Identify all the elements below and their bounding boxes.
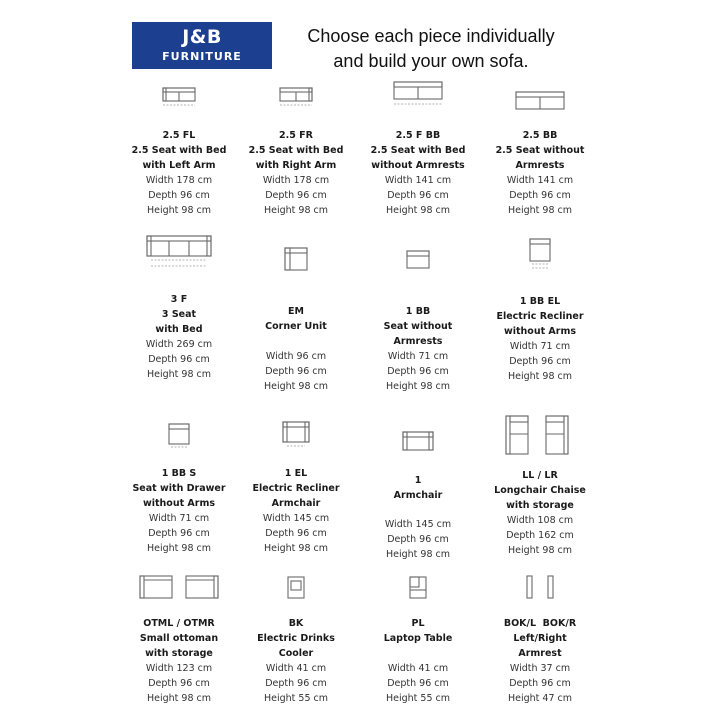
item-depth: Depth 162 cm [506,530,574,541]
item-code: 1 [414,475,422,486]
sofa-2-5-no-arms-icon [514,88,566,114]
item-depth: Depth 96 cm [387,534,449,545]
item-width: Width 71 cm [387,351,449,362]
item-code: 1 BB S [161,468,197,479]
item-code: LL / LR [522,470,558,481]
item-height: Height 98 cm [146,205,211,216]
item-width: Width 37 cm [509,663,571,674]
item-height: Height 98 cm [263,205,328,216]
corner-unit-icon [281,244,311,274]
tagline-line-2: and build your own sofa. [333,51,529,71]
drinks-cooler-icon [284,574,308,602]
small-ottoman-icon [138,574,220,602]
item-name: Left/Right Armrest [513,633,567,659]
item-width: Width 108 cm [506,515,574,526]
item-code: 2.5 FL [162,130,196,141]
item-height: Height 98 cm [507,205,572,216]
item-depth: Depth 96 cm [387,678,449,689]
item-height: Height 98 cm [507,371,572,382]
item-width: Width 269 cm [145,339,213,350]
item-width: Width 141 cm [506,175,574,186]
product-card [465,574,615,706]
item-height: Height 47 cm [507,693,572,704]
item-name: Electric Drinks Cooler [257,633,335,659]
item-width: Width 178 cm [262,175,330,186]
item-width: Width 178 cm [145,175,213,186]
item-name: Electric Recliner Armchair [252,483,340,509]
armrest-pair-icon [520,574,560,602]
item-height: Height 98 cm [263,543,328,554]
item-code: 2.5 F BB [395,130,441,141]
item-height: Height 55 cm [263,693,328,704]
item-height: Height 98 cm [385,549,450,560]
item-depth: Depth 96 cm [148,354,210,365]
item-name: Corner Unit [265,321,327,332]
armchair-icon [401,428,435,456]
brand-name: J&B [182,26,222,48]
item-name: Seat with Drawer without Arms [132,483,226,509]
item-height: Height 98 cm [385,381,450,392]
item-name: 2.5 Seat with Bed with Left Arm [131,145,227,171]
item-width: Width 145 cm [384,519,452,530]
item-code: BOK/L BOK/R [503,618,577,629]
item-depth: Depth 96 cm [265,366,327,377]
sofa-2-5-right-arm-icon [278,84,314,112]
item-depth: Depth 96 cm [387,190,449,201]
item-width: Width 145 cm [262,513,330,524]
recliner-armchair-icon [280,418,312,450]
item-height: Height 98 cm [263,381,328,392]
item-width: Width 41 cm [265,663,327,674]
item-code: 1 BB [405,306,431,317]
item-code: PL [411,618,425,629]
sofa-2-5-bed-no-arms-icon [392,78,444,110]
item-depth: Depth 96 cm [509,678,571,689]
laptop-table-icon [406,574,430,602]
item-name: Longchair Chaise with storage [494,485,586,511]
item-name: Electric Recliner without Arms [496,311,584,337]
item-width: Width 41 cm [387,663,449,674]
item-depth: Depth 96 cm [148,190,210,201]
sofa-3-seat-bed-icon [145,232,213,272]
item-code: OTML / OTMR [143,618,215,629]
item-height: Height 98 cm [507,545,572,556]
product-card [465,412,615,558]
item-code: 2.5 BB [522,130,558,141]
item-depth: Depth 96 cm [148,678,210,689]
item-depth: Depth 96 cm [387,366,449,377]
brand-logo [132,22,272,69]
brand-sub: FURNITURE [162,50,242,63]
item-name: 2.5 Seat without Armrests [495,145,585,171]
item-name: 2.5 Seat with Bed with Right Arm [248,145,344,171]
sofa-2-5-left-arm-icon [161,84,197,112]
item-depth: Depth 96 cm [509,190,571,201]
item-depth: Depth 96 cm [265,528,327,539]
product-card [465,236,615,384]
tagline [282,24,580,74]
item-name: Armchair [393,490,443,501]
item-height: Height 98 cm [146,543,211,554]
item-depth: Depth 96 cm [265,678,327,689]
item-name: 2.5 Seat with Bed without Armrests [370,145,466,171]
seat-no-arms-icon [404,246,432,274]
item-depth: Depth 96 cm [148,528,210,539]
tagline-line-1: Choose each piece individually [307,26,555,46]
item-width: Width 71 cm [148,513,210,524]
item-width: Width 141 cm [384,175,452,186]
item-code: 2.5 FR [279,130,313,141]
item-height: Height 98 cm [385,205,450,216]
item-name: Small ottoman with storage [139,633,219,659]
item-name: Seat without Armrests [383,321,453,347]
item-height: Height 55 cm [385,693,450,704]
item-name: Laptop Table [383,633,453,644]
item-code: EM [288,306,304,317]
longchair-chaise-icon [502,412,578,464]
recliner-no-arms-icon [526,236,554,272]
item-height: Height 98 cm [146,369,211,380]
seat-with-drawer-icon [165,420,193,450]
item-depth: Depth 96 cm [509,356,571,367]
item-code: 1 EL [284,468,308,479]
item-width: Width 96 cm [265,351,327,362]
item-depth: Depth 96 cm [265,190,327,201]
item-height: Height 98 cm [146,693,211,704]
item-code: 3 F [170,294,188,305]
item-name: 3 Seat with Bed [155,309,203,335]
item-code: 1 BB EL [519,296,561,307]
item-width: Width 123 cm [145,663,213,674]
product-card [465,88,615,218]
item-width: Width 71 cm [509,341,571,352]
item-code: BK [288,618,304,629]
